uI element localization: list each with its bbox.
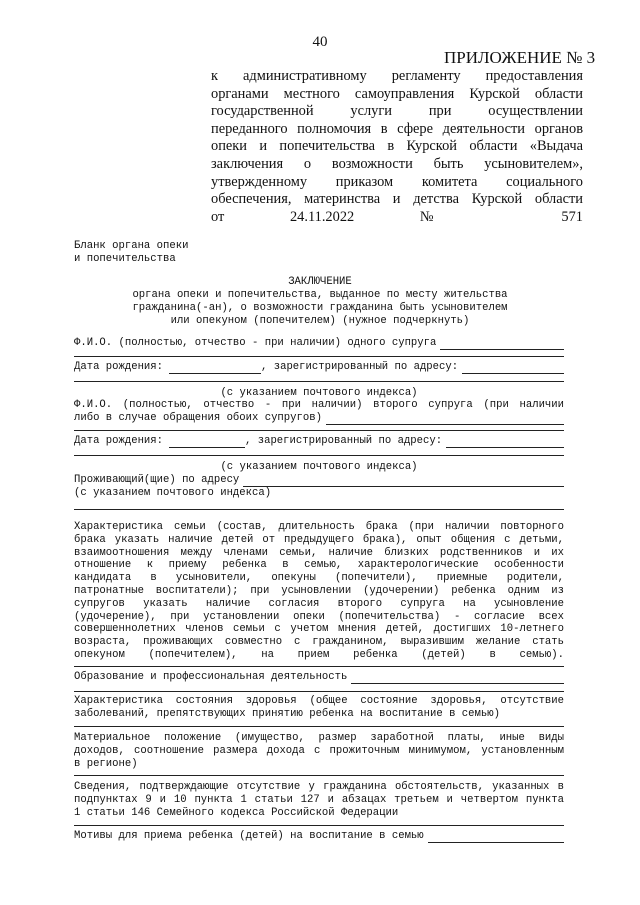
blank-line[interactable] — [74, 726, 564, 727]
blank-line[interactable] — [74, 509, 564, 510]
family-characteristics-text: Характеристика семьи (состав, длительность брака (при наличии повторного брака указать наличие детей от предыдущего брака), опыт общения с детьми, взаимоотношения между членами семьи, наличие близких родственников и их отношение к приему ребенка в семью, характерологические особенности кандидата в усыновители, опекуны (попечители), приемные родители, патронатные воспитатели); при усыновлении (удочерении) ребенка одним из супругов указать наличие согласия второго супруга на усыновление (удочерение), при установлении опеки (попечительства) - согласие всех совершеннолетних членов семьи с учетом мнения детей, достигших 10-летнего возраста, проживающих совместно с гражданином, выразившим желание стать опекуном (попечителем), на прием ребенка (детей) в семью). — [74, 521, 564, 661]
spouse2-fio-label: Ф.И.О. (полностью, отчество - при наличии) второго супруга (при наличии — [74, 399, 564, 411]
appendix-line: заключения о возможности быть усыновителем», — [211, 155, 583, 172]
blank-line[interactable] — [74, 691, 564, 692]
spouse1-dob-address-field[interactable] — [74, 361, 564, 374]
motives-input-line[interactable] — [428, 832, 564, 843]
page-number: 40 — [312, 34, 328, 50]
health-characteristics-text: Характеристика состояния здоровья (общее состояние здоровья, отсутствие заболеваний, препятствующих принятию ребенка на воспитание в семью) — [74, 695, 564, 720]
spouse1-registered-label: , зарегистрированный по адресу: — [261, 361, 459, 373]
spouse2-address-input-line[interactable] — [446, 437, 564, 448]
spouse1-dob-input-line[interactable] — [169, 363, 261, 374]
authority-letterhead-label: Бланк органа опеки и попечительства — [74, 240, 189, 265]
spouse1-address-input-line[interactable] — [462, 363, 564, 374]
appendix-line: от 24.11.2022 № 571 — [211, 208, 583, 225]
spouse1-fio-field[interactable] — [74, 337, 564, 350]
material-situation-text: Материальное положение (имущество, размер заработной платы, иные виды доходов, соотношение размера дохода с прожиточным минимумом, установленным в регионе) — [74, 732, 564, 770]
motives-field[interactable] — [74, 830, 564, 843]
blank-line[interactable] — [74, 356, 564, 357]
blank-line[interactable] — [74, 775, 564, 776]
form-subtitle: органа опеки и попечительства, выданное по месту жительства гражданина(-ан), о возможности гражданина быть усыновителем или опекуном (попечителем) (нужное подчеркнуть) — [132, 289, 508, 327]
residing-address-label: Проживающий(щие) по адресу — [74, 474, 240, 486]
appendix-heading: ПРИЛОЖЕНИЕ № 3 — [444, 48, 596, 67]
spouse1-fio-label: Ф.И.О. (полностью, отчество - при наличии) одного супруга — [74, 337, 437, 349]
blank-line[interactable] — [74, 430, 564, 431]
education-input-line[interactable] — [351, 673, 564, 684]
spouse2-dob-input-line[interactable] — [169, 437, 245, 448]
blank-line[interactable] — [74, 666, 564, 667]
spouse1-fio-input-line[interactable] — [440, 339, 564, 350]
appendix-reference — [211, 68, 583, 226]
spouse2-fio-label-cont: либо в случае обращения обоих супругов) — [74, 411, 322, 424]
motives-label: Мотивы для приема ребенка (детей) на воспитание в семью — [74, 830, 424, 842]
appendix-line: государственной услуги при осуществлении — [211, 103, 583, 120]
family-code-info-text: Сведения, подтверждающие отсутствие у гражданина обстоятельств, указанных в подпунктах 9 и 10 пункта 1 статьи 127 и абзацах третьем и четвертом пункта 1 статьи 146 Семейного кодекса Российской Федерации — [74, 781, 564, 819]
appendix-line: обеспечения, материнства и детства Курской области — [211, 191, 583, 208]
spouse1-dob-label: Дата рождения: — [74, 361, 164, 373]
residing-address-field[interactable] — [74, 474, 564, 487]
appendix-line: опеки и попечительства в Курской области «Выдача — [211, 138, 583, 155]
form-title: ЗАКЛЮЧЕНИЕ — [288, 276, 352, 288]
spouse2-fio-input-line[interactable] — [326, 414, 564, 425]
appendix-line: к административному регламенту предоставления — [211, 68, 583, 84]
blank-line[interactable] — [74, 825, 564, 826]
education-label: Образование и профессиональная деятельность — [74, 671, 348, 683]
appendix-line: органами местного самоуправления Курской области — [211, 85, 583, 102]
residing-postal-note: (с указанием почтового индекса) — [74, 487, 272, 499]
blank-line[interactable] — [74, 381, 564, 382]
spouse2-dob-address-field[interactable] — [74, 435, 564, 448]
spouse2-registered-label: , зарегистрированный по адресу: — [245, 435, 443, 447]
blank-line[interactable] — [74, 455, 564, 456]
appendix-line: переданного полномочия в сфере деятельности органов — [211, 120, 583, 137]
residing-address-input-line[interactable] — [243, 476, 564, 487]
spouse2-fio-field[interactable] — [74, 399, 564, 425]
spouse2-postal-note: (с указанием почтового индекса) — [220, 461, 418, 473]
appendix-line: утвержденному приказом комитета социального — [211, 173, 583, 190]
spouse1-postal-note: (с указанием почтового индекса) — [220, 387, 418, 399]
education-field[interactable] — [74, 671, 564, 684]
spouse2-dob-label: Дата рождения: — [74, 435, 164, 447]
